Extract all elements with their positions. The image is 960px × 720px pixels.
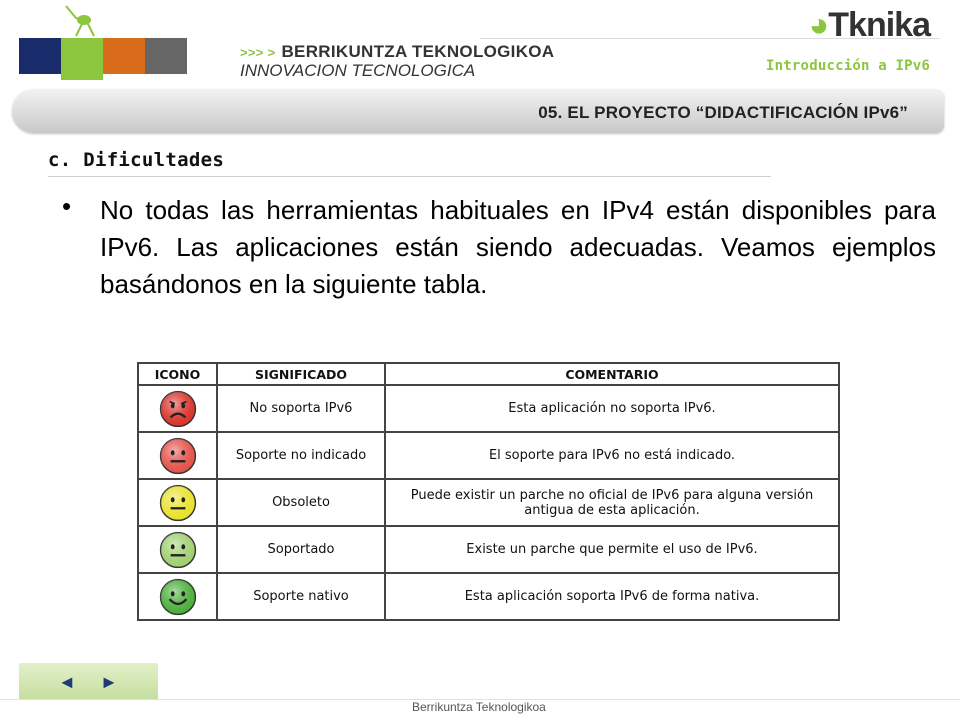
table-header-row	[138, 363, 839, 385]
table-row	[138, 432, 839, 479]
neutral-red-face-icon	[159, 437, 197, 475]
comment-cell: Puede existir un parche no oficial de IPv6 para alguna versión antigua de esta aplicación.	[385, 479, 839, 526]
icon-cell	[138, 573, 217, 620]
comment-cell: Esta aplicación soporta IPv6 de forma nativa.	[385, 573, 839, 620]
table-row	[138, 573, 839, 620]
logo-prefix: T	[828, 6, 849, 44]
brand-line-1	[240, 42, 554, 62]
meaning-cell: Soporte no indicado	[217, 432, 385, 479]
logo-text: knika	[848, 6, 930, 44]
table-row	[138, 385, 839, 432]
comment-cell: Existe un parche que permite el uso de IPv6.	[385, 526, 839, 573]
icon-cell	[138, 479, 217, 526]
comment-cell: Esta aplicación no soporta IPv6.	[385, 385, 839, 432]
brand-name: BERRIKUNTZA TEKNOLOGIKOA	[281, 42, 555, 61]
bullet-text: No todas las herramientas habituales en IPv4 están disponibles para IPv6. Las aplicaciones están siendo adecuadas. Veamos ejemplos basándonos en la siguiente tabla.	[100, 195, 936, 299]
table-header-icon: ICONO	[138, 363, 217, 385]
header-block-navy	[19, 38, 61, 74]
brand-arrows: >>> >	[240, 45, 276, 60]
grasshopper-icon	[60, 0, 104, 40]
icon-cell	[138, 432, 217, 479]
footer-text: Berrikuntza Teknologikoa	[412, 700, 546, 714]
brand-line-2: INNOVACION TECNOLOGICA	[240, 61, 476, 80]
navigation-bar	[19, 663, 158, 700]
meaning-cell: No soporta IPv6	[217, 385, 385, 432]
table-row	[138, 479, 839, 526]
bullet-icon: •	[62, 191, 72, 221]
presentation-subtitle: Introducción a IPv6	[766, 58, 930, 74]
comment-cell: El soporte para IPv6 no está indicado.	[385, 432, 839, 479]
meaning-cell: Soporte nativo	[217, 573, 385, 620]
chapter-title: 05. EL PROYECTO “DIDACTIFICACIÓN IPv6”	[538, 103, 908, 122]
meaning-cell: Soportado	[217, 526, 385, 573]
header-block-green	[61, 38, 103, 80]
neutral-yellow-face-icon	[159, 484, 197, 522]
logo-circle-icon: ◕	[808, 6, 829, 44]
table-row	[138, 526, 839, 573]
table-header-meaning: SIGNIFICADO	[217, 363, 385, 385]
meaning-cell: Obsoleto	[217, 479, 385, 526]
tknika-logo	[809, 6, 930, 45]
next-slide-button[interactable]: ►	[100, 672, 118, 692]
previous-slide-button[interactable]: ◄	[58, 672, 76, 692]
happy-green-face-icon	[159, 578, 197, 616]
icon-cell	[138, 385, 217, 432]
neutral-green-face-icon	[159, 531, 197, 569]
sad-red-face-icon	[159, 390, 197, 428]
header-block-orange	[103, 38, 145, 74]
section-underline	[48, 176, 771, 177]
table-header-comment: COMENTARIO	[385, 363, 839, 385]
icon-legend-table	[137, 362, 840, 621]
icon-cell	[138, 526, 217, 573]
header-block-gray	[145, 38, 187, 74]
section-title: c. Dificultades	[48, 149, 225, 171]
